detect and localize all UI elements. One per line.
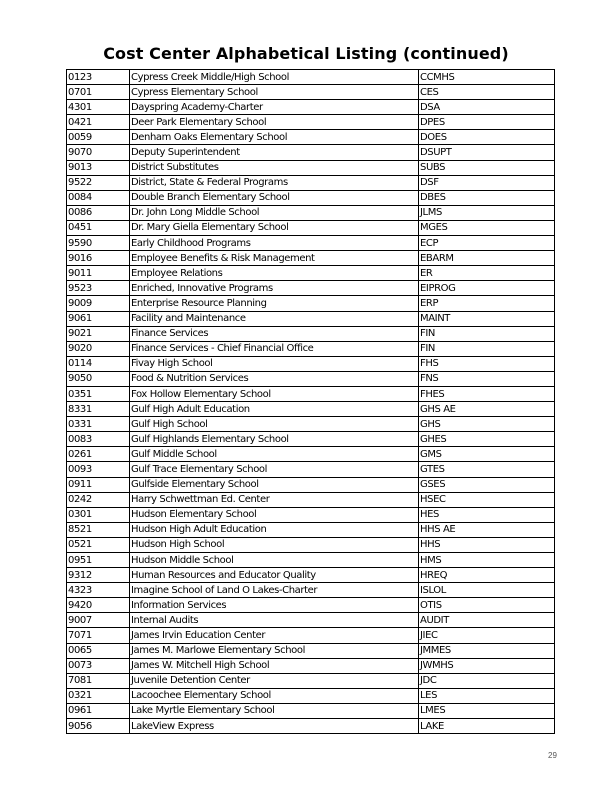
cost-center-abbreviation: OTIS	[419, 598, 555, 613]
table-row	[67, 386, 555, 401]
cost-center-name: James Irvin Education Center	[130, 628, 419, 643]
cost-center-name: Hudson Elementary School	[130, 507, 419, 522]
cost-center-name: Finance Services	[130, 326, 419, 341]
cost-center-name: Juvenile Detention Center	[130, 673, 419, 688]
cost-center-code: 0911	[67, 477, 130, 492]
cost-center-name: Fivay High School	[130, 356, 419, 371]
cost-center-name: Dr. John Long Middle School	[130, 205, 419, 220]
cost-center-abbreviation: SUBS	[419, 160, 555, 175]
table-row	[67, 643, 555, 658]
table-row	[67, 432, 555, 447]
cost-center-name: Gulf High Adult Education	[130, 402, 419, 417]
table-row	[67, 568, 555, 583]
table-row	[67, 251, 555, 266]
cost-center-name: Denham Oaks Elementary School	[130, 130, 419, 145]
table-row	[67, 145, 555, 160]
cost-center-abbreviation: ER	[419, 266, 555, 281]
table-row	[67, 719, 555, 734]
cost-center-abbreviation: GTES	[419, 462, 555, 477]
table-row	[67, 462, 555, 477]
cost-center-name: Food & Nutrition Services	[130, 371, 419, 386]
cost-center-name: Hudson High Adult Education	[130, 522, 419, 537]
cost-center-name: District, State & Federal Programs	[130, 175, 419, 190]
cost-center-abbreviation: HHS	[419, 537, 555, 552]
cost-center-code: 9312	[67, 568, 130, 583]
cost-center-code: 0059	[67, 130, 130, 145]
cost-center-name: Facility and Maintenance	[130, 311, 419, 326]
cost-center-code: 0951	[67, 553, 130, 568]
table-row	[67, 311, 555, 326]
cost-center-code: 0083	[67, 432, 130, 447]
table-row	[67, 522, 555, 537]
cost-center-code: 0114	[67, 356, 130, 371]
cost-center-code: 7071	[67, 628, 130, 643]
cost-center-abbreviation: FIN	[419, 341, 555, 356]
cost-center-name: Fox Hollow Elementary School	[130, 386, 419, 401]
table-row	[67, 613, 555, 628]
cost-center-abbreviation: DBES	[419, 190, 555, 205]
cost-center-code: 7081	[67, 673, 130, 688]
cost-center-code: 4301	[67, 100, 130, 115]
table-row	[67, 417, 555, 432]
table-row	[67, 190, 555, 205]
cost-center-code: 9420	[67, 598, 130, 613]
table-row	[67, 356, 555, 371]
cost-center-abbreviation: GHES	[419, 432, 555, 447]
cost-center-abbreviation: GMS	[419, 447, 555, 462]
table-row	[67, 402, 555, 417]
cost-center-code: 9522	[67, 175, 130, 190]
cost-center-code: 9016	[67, 251, 130, 266]
cost-center-abbreviation: DSUPT	[419, 145, 555, 160]
table-row	[67, 175, 555, 190]
table-row	[67, 281, 555, 296]
cost-center-name: Dayspring Academy-Charter	[130, 100, 419, 115]
cost-center-abbreviation: JIEC	[419, 628, 555, 643]
cost-center-abbreviation: MAINT	[419, 311, 555, 326]
cost-center-abbreviation: GHS AE	[419, 402, 555, 417]
cost-center-table	[66, 69, 555, 734]
table-row	[67, 326, 555, 341]
cost-center-code: 9013	[67, 160, 130, 175]
table-row	[67, 658, 555, 673]
cost-center-code: 4323	[67, 583, 130, 598]
cost-center-code: 0331	[67, 417, 130, 432]
cost-center-abbreviation: CES	[419, 85, 555, 100]
cost-center-name: James M. Marlowe Elementary School	[130, 643, 419, 658]
cost-center-name: Hudson High School	[130, 537, 419, 552]
cost-center-code: 0351	[67, 386, 130, 401]
table-row	[67, 628, 555, 643]
cost-center-name: Gulfside Elementary School	[130, 477, 419, 492]
cost-center-abbreviation: FNS	[419, 371, 555, 386]
cost-center-code: 0086	[67, 205, 130, 220]
table-row	[67, 85, 555, 100]
cost-center-code: 0073	[67, 658, 130, 673]
cost-center-abbreviation: ECP	[419, 236, 555, 251]
cost-center-abbreviation: AUDIT	[419, 613, 555, 628]
cost-center-code: 9009	[67, 296, 130, 311]
cost-center-abbreviation: CCMHS	[419, 70, 555, 85]
cost-center-abbreviation: GSES	[419, 477, 555, 492]
cost-center-name: Lacoochee Elementary School	[130, 688, 419, 703]
cost-center-code: 9061	[67, 311, 130, 326]
cost-center-name: Human Resources and Educator Quality	[130, 568, 419, 583]
table-row	[67, 447, 555, 462]
cost-center-name: Enriched, Innovative Programs	[130, 281, 419, 296]
cost-center-abbreviation: HREQ	[419, 568, 555, 583]
cost-center-abbreviation: HES	[419, 507, 555, 522]
cost-center-name: Dr. Mary Giella Elementary School	[130, 220, 419, 235]
page-title: Cost Center Alphabetical Listing (continued)	[103, 44, 509, 63]
cost-center-name: Early Childhood Programs	[130, 236, 419, 251]
cost-center-code: 0065	[67, 643, 130, 658]
cost-center-code: 0123	[67, 70, 130, 85]
cost-center-abbreviation: FHS	[419, 356, 555, 371]
cost-center-code: 0521	[67, 537, 130, 552]
cost-center-abbreviation: EIPROG	[419, 281, 555, 296]
cost-center-abbreviation: DOES	[419, 130, 555, 145]
cost-center-code: 9590	[67, 236, 130, 251]
cost-center-name: Cypress Creek Middle/High School	[130, 70, 419, 85]
table-row	[67, 492, 555, 507]
cost-center-code: 0321	[67, 688, 130, 703]
cost-center-abbreviation: MGES	[419, 220, 555, 235]
table-row	[67, 507, 555, 522]
cost-center-abbreviation: HSEC	[419, 492, 555, 507]
cost-center-code: 9050	[67, 371, 130, 386]
cost-center-name: Cypress Elementary School	[130, 85, 419, 100]
cost-center-abbreviation: JMMES	[419, 643, 555, 658]
cost-center-abbreviation: LAKE	[419, 719, 555, 734]
cost-center-name: Deer Park Elementary School	[130, 115, 419, 130]
cost-center-abbreviation: JWMHS	[419, 658, 555, 673]
cost-center-code: 0301	[67, 507, 130, 522]
table-row	[67, 583, 555, 598]
table-row	[67, 205, 555, 220]
cost-center-code: 8331	[67, 402, 130, 417]
cost-center-abbreviation: EBARM	[419, 251, 555, 266]
cost-center-abbreviation: LMES	[419, 703, 555, 718]
cost-center-code: 9523	[67, 281, 130, 296]
cost-center-name: Hudson Middle School	[130, 553, 419, 568]
cost-center-abbreviation: JDC	[419, 673, 555, 688]
cost-center-name: Information Services	[130, 598, 419, 613]
cost-center-name: Double Branch Elementary School	[130, 190, 419, 205]
cost-center-code: 9020	[67, 341, 130, 356]
table-row	[67, 371, 555, 386]
cost-center-code: 0451	[67, 220, 130, 235]
cost-center-name: District Substitutes	[130, 160, 419, 175]
cost-center-name: Lake Myrtle Elementary School	[130, 703, 419, 718]
cost-center-code: 0261	[67, 447, 130, 462]
cost-center-name: Gulf Highlands Elementary School	[130, 432, 419, 447]
cost-center-code: 0242	[67, 492, 130, 507]
table-row	[67, 598, 555, 613]
cost-center-name: James W. Mitchell High School	[130, 658, 419, 673]
table-row	[67, 673, 555, 688]
table-row	[67, 266, 555, 281]
cost-center-name: Gulf Middle School	[130, 447, 419, 462]
cost-center-name: Imagine School of Land O Lakes-Charter	[130, 583, 419, 598]
cost-center-abbreviation: HHS AE	[419, 522, 555, 537]
table-row	[67, 160, 555, 175]
cost-center-code: 0084	[67, 190, 130, 205]
cost-center-abbreviation: JLMS	[419, 205, 555, 220]
table-row	[67, 115, 555, 130]
cost-center-code: 8521	[67, 522, 130, 537]
table-row	[67, 100, 555, 115]
table-row	[67, 553, 555, 568]
cost-center-code: 0421	[67, 115, 130, 130]
table-row	[67, 296, 555, 311]
cost-center-name: Enterprise Resource Planning	[130, 296, 419, 311]
table-row	[67, 70, 555, 85]
cost-center-name: Gulf Trace Elementary School	[130, 462, 419, 477]
cost-center-code: 9056	[67, 719, 130, 734]
table-row	[67, 236, 555, 251]
cost-center-code: 0701	[67, 85, 130, 100]
cost-center-abbreviation: HMS	[419, 553, 555, 568]
table-row	[67, 537, 555, 552]
cost-center-abbreviation: ERP	[419, 296, 555, 311]
cost-center-name: Employee Benefits & Risk Management	[130, 251, 419, 266]
cost-center-name: Finance Services - Chief Financial Office	[130, 341, 419, 356]
table-row	[67, 130, 555, 145]
table-row	[67, 341, 555, 356]
cost-center-name: Internal Audits	[130, 613, 419, 628]
cost-center-abbreviation: DSA	[419, 100, 555, 115]
cost-center-code: 9011	[67, 266, 130, 281]
cost-center-abbreviation: GHS	[419, 417, 555, 432]
table-row	[67, 703, 555, 718]
cost-center-code: 0093	[67, 462, 130, 477]
cost-center-name: Gulf High School	[130, 417, 419, 432]
page-number: 29	[548, 751, 557, 760]
cost-center-code: 9070	[67, 145, 130, 160]
cost-center-code: 0961	[67, 703, 130, 718]
cost-center-name: Deputy Superintendent	[130, 145, 419, 160]
table-row	[67, 688, 555, 703]
table-row	[67, 220, 555, 235]
cost-center-name: Harry Schwettman Ed. Center	[130, 492, 419, 507]
cost-center-abbreviation: FIN	[419, 326, 555, 341]
cost-center-abbreviation: DSF	[419, 175, 555, 190]
cost-center-abbreviation: LES	[419, 688, 555, 703]
cost-center-code: 9021	[67, 326, 130, 341]
cost-center-abbreviation: ISLOL	[419, 583, 555, 598]
table-row	[67, 477, 555, 492]
cost-center-name: Employee Relations	[130, 266, 419, 281]
cost-center-abbreviation: DPES	[419, 115, 555, 130]
cost-center-name: LakeView Express	[130, 719, 419, 734]
cost-center-code: 9007	[67, 613, 130, 628]
cost-center-abbreviation: FHES	[419, 386, 555, 401]
